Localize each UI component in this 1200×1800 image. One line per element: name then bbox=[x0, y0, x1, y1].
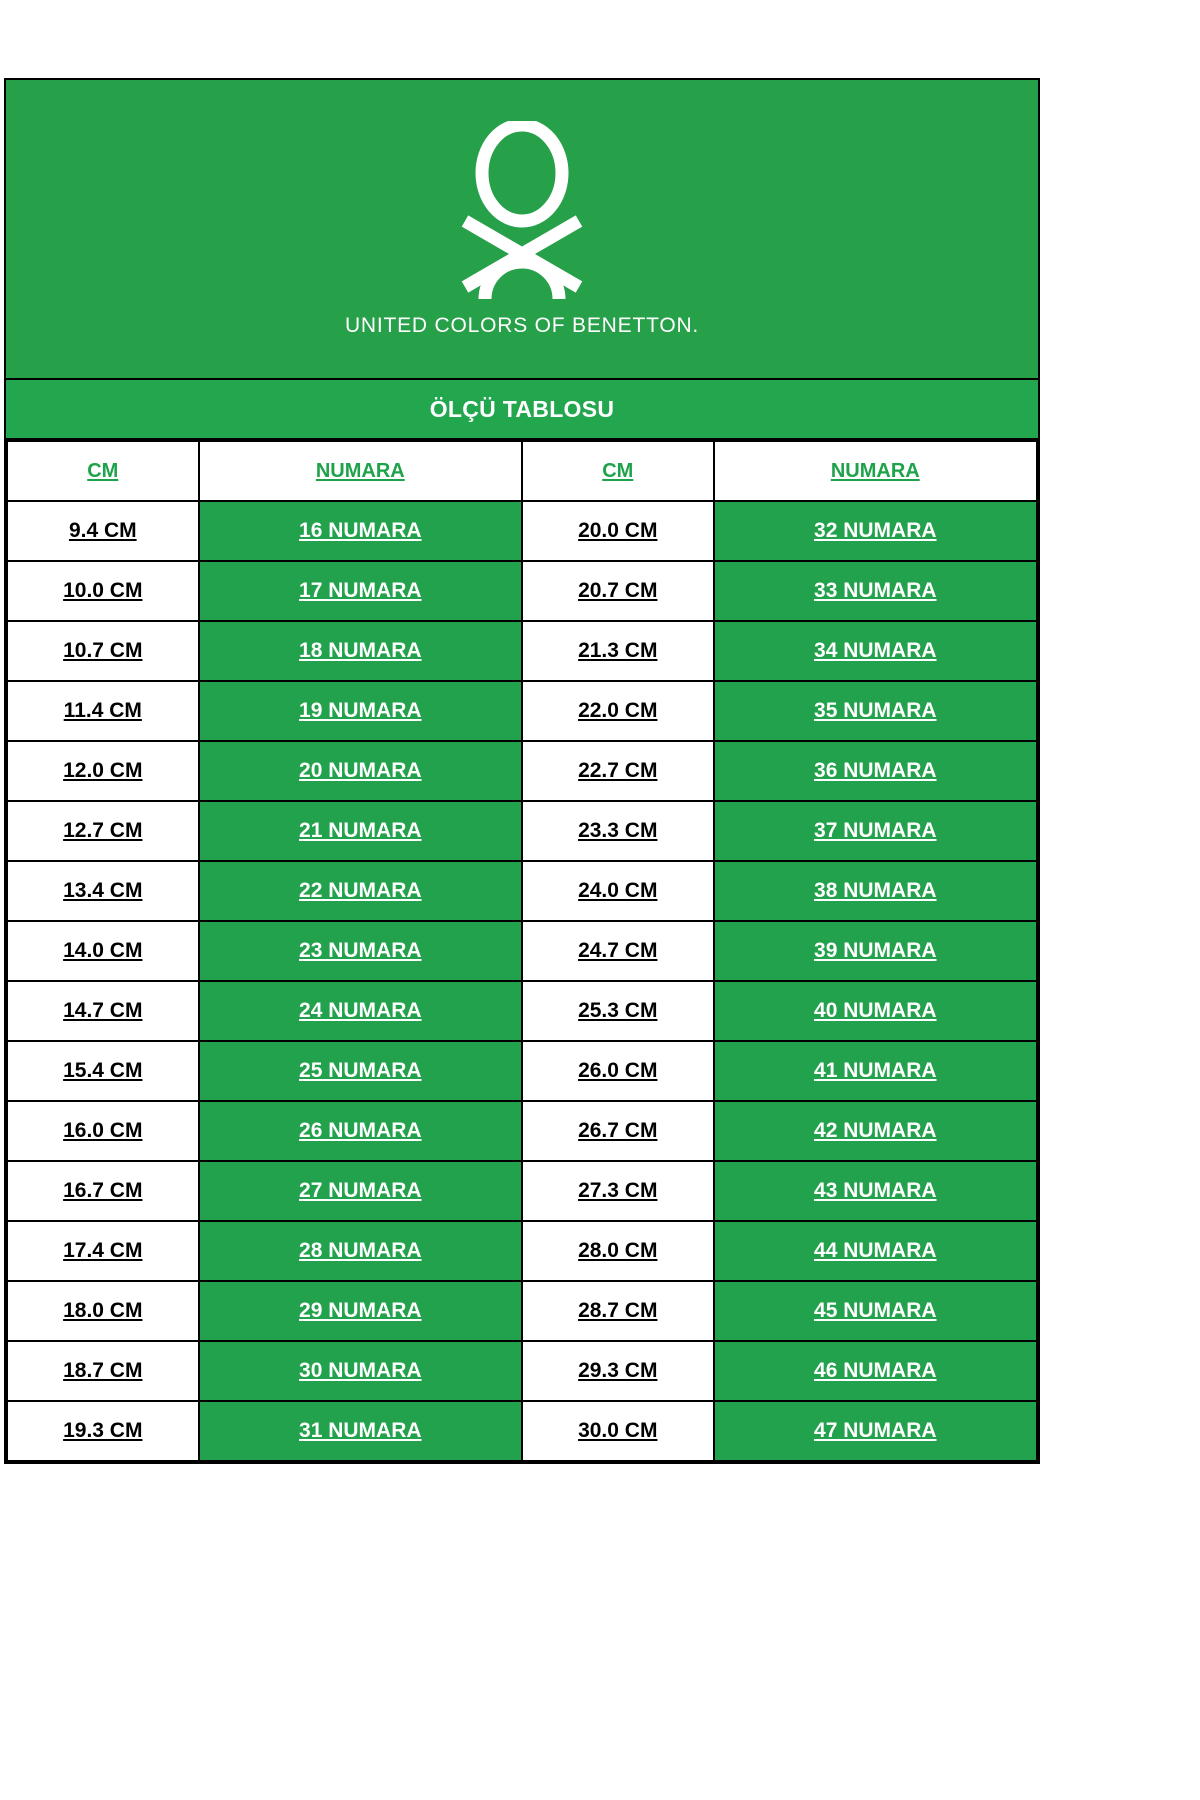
cell-numara-left: 22 NUMARA bbox=[199, 861, 522, 921]
table-row bbox=[7, 1101, 1037, 1161]
table-row bbox=[7, 1341, 1037, 1401]
cell-cm-right: 20.7 CM bbox=[522, 561, 714, 621]
cell-cm-left: 12.7 CM bbox=[7, 801, 199, 861]
cell-cm-left: 11.4 CM bbox=[7, 681, 199, 741]
cell-numara-right: 39 NUMARA bbox=[714, 921, 1037, 981]
table-row bbox=[7, 981, 1037, 1041]
cell-numara-left: 29 NUMARA bbox=[199, 1281, 522, 1341]
cell-numara-right: 35 NUMARA bbox=[714, 681, 1037, 741]
table-row bbox=[7, 921, 1037, 981]
column-header-cm-right: CM bbox=[522, 441, 714, 501]
cell-numara-right: 38 NUMARA bbox=[714, 861, 1037, 921]
cell-cm-right: 26.7 CM bbox=[522, 1101, 714, 1161]
cell-cm-left: 18.7 CM bbox=[7, 1341, 199, 1401]
cell-numara-right: 41 NUMARA bbox=[714, 1041, 1037, 1101]
table-row bbox=[7, 621, 1037, 681]
cell-numara-left: 27 NUMARA bbox=[199, 1161, 522, 1221]
cell-cm-right: 22.7 CM bbox=[522, 741, 714, 801]
cell-numara-left: 31 NUMARA bbox=[199, 1401, 522, 1461]
table-row bbox=[7, 801, 1037, 861]
cell-cm-right: 21.3 CM bbox=[522, 621, 714, 681]
cell-cm-left: 14.0 CM bbox=[7, 921, 199, 981]
cell-cm-left: 18.0 CM bbox=[7, 1281, 199, 1341]
cell-numara-left: 30 NUMARA bbox=[199, 1341, 522, 1401]
cell-cm-right: 24.0 CM bbox=[522, 861, 714, 921]
column-header-cm-left: CM bbox=[7, 441, 199, 501]
cell-numara-right: 43 NUMARA bbox=[714, 1161, 1037, 1221]
cell-numara-left: 20 NUMARA bbox=[199, 741, 522, 801]
cell-numara-right: 40 NUMARA bbox=[714, 981, 1037, 1041]
cell-cm-left: 10.0 CM bbox=[7, 561, 199, 621]
cell-numara-left: 16 NUMARA bbox=[199, 501, 522, 561]
table-row bbox=[7, 681, 1037, 741]
cell-numara-left: 26 NUMARA bbox=[199, 1101, 522, 1161]
table-row bbox=[7, 741, 1037, 801]
cell-cm-right: 20.0 CM bbox=[522, 501, 714, 561]
cell-cm-left: 13.4 CM bbox=[7, 861, 199, 921]
cell-numara-left: 19 NUMARA bbox=[199, 681, 522, 741]
size-chart-sheet bbox=[4, 78, 1040, 1464]
cell-numara-left: 18 NUMARA bbox=[199, 621, 522, 681]
cell-cm-right: 24.7 CM bbox=[522, 921, 714, 981]
benetton-knot-logo-icon bbox=[447, 121, 597, 306]
cell-cm-left: 12.0 CM bbox=[7, 741, 199, 801]
table-row bbox=[7, 1401, 1037, 1461]
cell-cm-left: 17.4 CM bbox=[7, 1221, 199, 1281]
cell-cm-left: 9.4 CM bbox=[7, 501, 199, 561]
table-header-row bbox=[7, 441, 1037, 501]
cell-cm-left: 16.7 CM bbox=[7, 1161, 199, 1221]
table-row bbox=[7, 561, 1037, 621]
page-title: ÖLÇÜ TABLOSU bbox=[429, 395, 615, 422]
cell-numara-right: 33 NUMARA bbox=[714, 561, 1037, 621]
cell-cm-left: 16.0 CM bbox=[7, 1101, 199, 1161]
cell-cm-left: 10.7 CM bbox=[7, 621, 199, 681]
cell-numara-right: 32 NUMARA bbox=[714, 501, 1037, 561]
cell-numara-right: 37 NUMARA bbox=[714, 801, 1037, 861]
cell-numara-right: 46 NUMARA bbox=[714, 1341, 1037, 1401]
cell-numara-left: 25 NUMARA bbox=[199, 1041, 522, 1101]
cell-numara-left: 17 NUMARA bbox=[199, 561, 522, 621]
table-row bbox=[7, 1221, 1037, 1281]
cell-cm-left: 19.3 CM bbox=[7, 1401, 199, 1461]
cell-numara-left: 24 NUMARA bbox=[199, 981, 522, 1041]
table-row bbox=[7, 1281, 1037, 1341]
cell-numara-left: 28 NUMARA bbox=[199, 1221, 522, 1281]
table-row bbox=[7, 1161, 1037, 1221]
cell-numara-right: 34 NUMARA bbox=[714, 621, 1037, 681]
cell-cm-right: 28.0 CM bbox=[522, 1221, 714, 1281]
size-table bbox=[6, 440, 1038, 1462]
cell-numara-left: 23 NUMARA bbox=[199, 921, 522, 981]
cell-cm-right: 25.3 CM bbox=[522, 981, 714, 1041]
cell-numara-right: 44 NUMARA bbox=[714, 1221, 1037, 1281]
cell-cm-right: 29.3 CM bbox=[522, 1341, 714, 1401]
column-header-numara-left: NUMARA bbox=[199, 441, 522, 501]
cell-cm-right: 30.0 CM bbox=[522, 1401, 714, 1461]
cell-numara-left: 21 NUMARA bbox=[199, 801, 522, 861]
cell-numara-right: 47 NUMARA bbox=[714, 1401, 1037, 1461]
cell-cm-right: 27.3 CM bbox=[522, 1161, 714, 1221]
table-row bbox=[7, 861, 1037, 921]
brand-wordmark: UNITED COLORS OF BENETTON. bbox=[344, 313, 700, 337]
cell-numara-right: 45 NUMARA bbox=[714, 1281, 1037, 1341]
table-row bbox=[7, 501, 1037, 561]
cell-cm-right: 26.0 CM bbox=[522, 1041, 714, 1101]
brand-header bbox=[6, 80, 1038, 380]
table-body bbox=[7, 501, 1037, 1461]
chart-title-band bbox=[6, 380, 1038, 440]
cell-cm-left: 14.7 CM bbox=[7, 981, 199, 1041]
cell-cm-right: 28.7 CM bbox=[522, 1281, 714, 1341]
cell-numara-right: 42 NUMARA bbox=[714, 1101, 1037, 1161]
cell-cm-right: 23.3 CM bbox=[522, 801, 714, 861]
cell-cm-right: 22.0 CM bbox=[522, 681, 714, 741]
cell-numara-right: 36 NUMARA bbox=[714, 741, 1037, 801]
table-row bbox=[7, 1041, 1037, 1101]
cell-cm-left: 15.4 CM bbox=[7, 1041, 199, 1101]
column-header-numara-right: NUMARA bbox=[714, 441, 1037, 501]
